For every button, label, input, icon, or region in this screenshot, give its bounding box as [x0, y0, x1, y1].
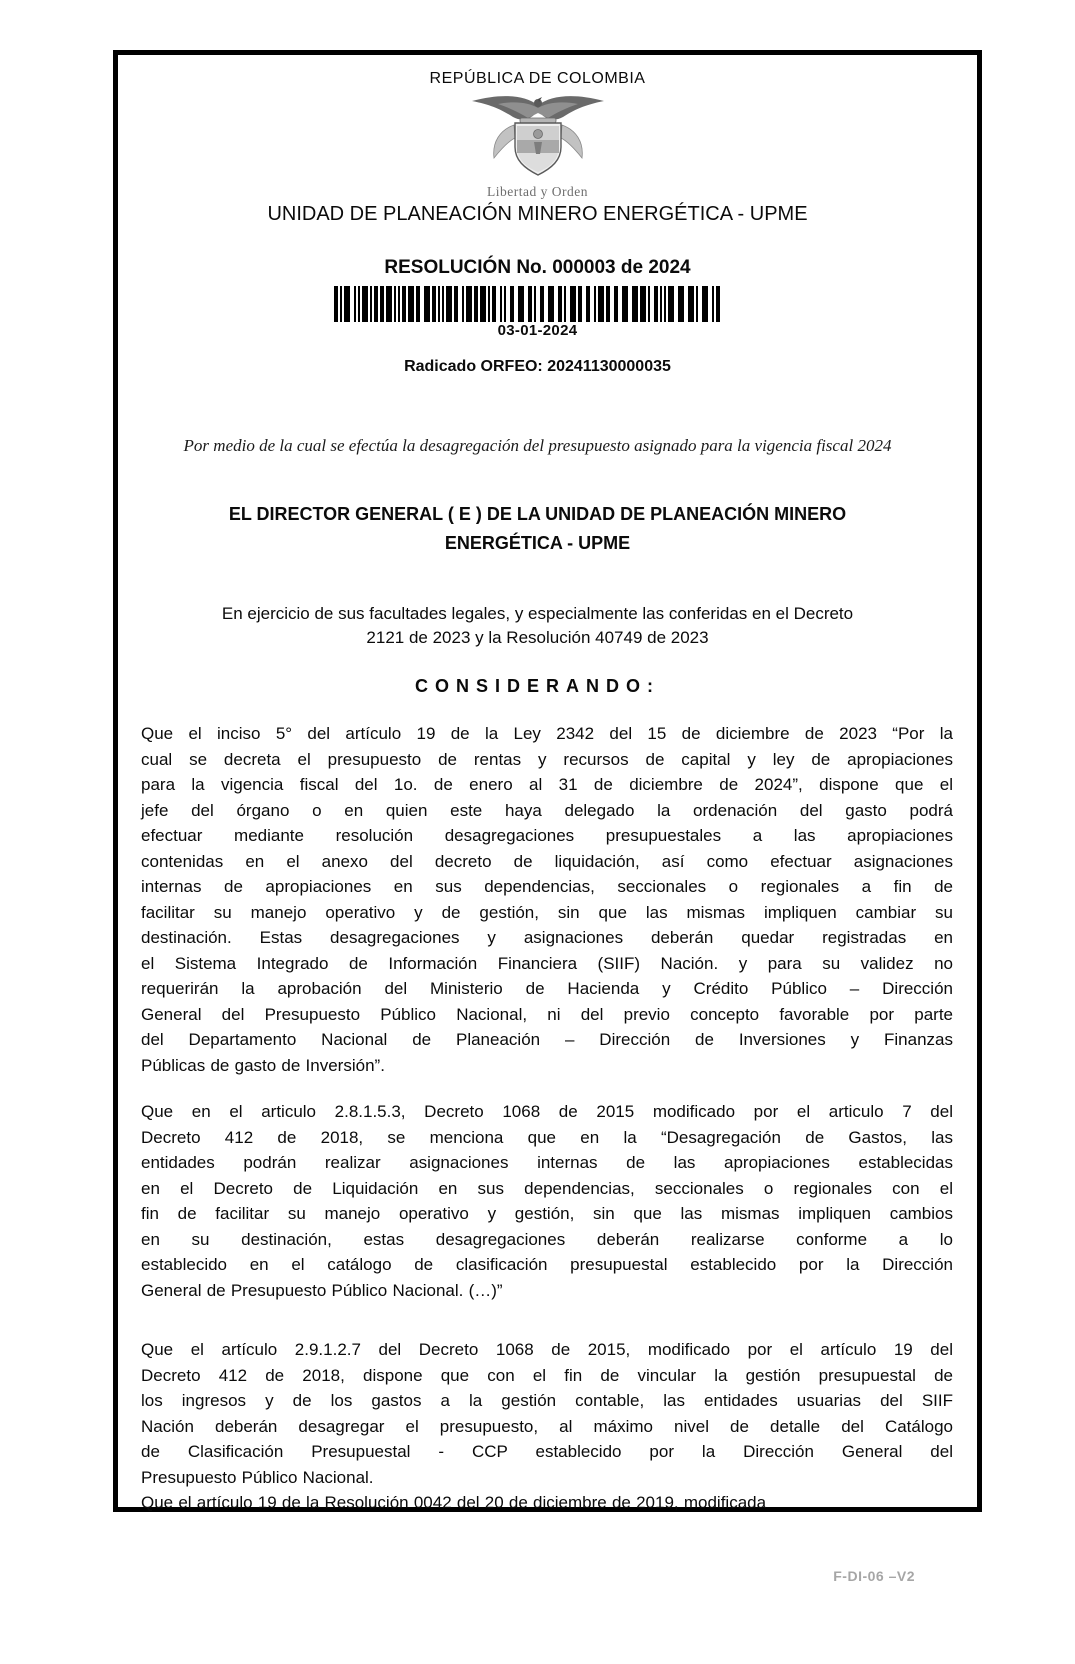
paragraph-3: Que el artículo 2.9.1.2.7 del Decreto 1068 de 2015, modificado por el artículo 19 del Decreto 412 de 2018, dispone que con el fin de vincular la gestión presupuestal de los ingresos y de los gastos a la gestión contable, las entidades usuarias del SIIF Nación deberán desagregar el presupuesto, al máximo nivel de detalle del Catálogo de Clasificación Presupuestal - CCP establecido por la Dirección General del Presupuesto Público Nacional.: [141, 1340, 953, 1487]
barcode: [334, 286, 720, 322]
colombia-coat-of-arms-icon: [458, 92, 618, 182]
issuer-heading: EL DIRECTOR GENERAL ( E ) DE LA UNIDAD DE PLANEACIÓN MINERO ENERGÉTICA - UPME: [228, 504, 847, 553]
resolution-title: RESOLUCIÓN No. 000003 de 2024: [384, 257, 691, 278]
radicado-number: Radicado ORFEO: 20241130000035: [404, 358, 671, 375]
coat-of-arms: [0, 92, 1075, 187]
considerando-heading: CONSIDERANDO:: [414, 676, 660, 696]
coat-of-arms-motto: Libertad y Orden: [487, 184, 588, 199]
paragraph-1: Que el inciso 5° del artículo 19 de la Ley 2342 del 15 de diciembre de 2023 “Por la cual se decreta el presupuesto de rentas y recursos de capital y ley de apropiaciones para la vigencia fiscal del 1o. de enero al 31 de diciembre de 2024”, dispone que el jefe del órgano o en quien este haya delegado la ordenación del gasto podrá efectuar mediante resolución desagregaciones presupuestales a las apropiaciones contenidas en el anexo del decreto de liquidación, así como efectuar asignaciones internas de apropiaciones en sus dependencias, seccionales o regionales a fin de facilitar su manejo operativo y de gestión, sin que las mismas impliquen cambiar su destinación. Estas desagregaciones y asignaciones deberán quedar registradas en el Sistema Integrado de Información Financiera (SIIF) Nación. y para su validez no requerirán la aprobación del Ministerio de Hacienda y Crédito Público – Dirección General del Presupuesto Público Nacional, ni del previo concepto favorable por parte del Departamento Nacional de Planeación – Dirección de Inversiones y Finanzas Públicas de gasto de Inversión”.: [141, 724, 953, 1075]
barcode-date: 03-01-2024: [497, 322, 578, 339]
subject-line: Por medio de la cual se efectúa la desagregación del presupuesto asignado para la vigencia fiscal 2024: [183, 436, 892, 455]
paragraph-2: Que en el articulo 2.8.1.5.3, Decreto 1068 de 2015 modificado por el articulo 7 del Decreto 412 de 2018, se menciona que en la “Desagregación de Gastos, las entidades podrán realizar asignaciones internas de las apropiaciones establecidas en el Decreto de Liquidación en sus dependencias, seccionales o regionales con el fin de facilitar su manejo operativo y gestión, sin que las mismas impliquen cambios en su destinación, estas desagregaciones deberán realizarse conforme a lo establecido en el catálogo de clasificación presupuestal establecido por la Dirección General de Presupuesto Público Nacional. (…)”: [141, 1102, 953, 1300]
footer-form-code: F-DI-06 –V2: [833, 1568, 915, 1584]
faculties-statement: En ejercicio de sus facultades legales, y especialmente las conferidas en el Decreto 2121 de 2023 y la Resolución 40749 de 2023: [221, 604, 854, 647]
barcode-icon: [334, 286, 720, 322]
paragraph-4: Que el artículo 19 de la Resolución 0042 del 20 de diciembre de 2019, modificada: [141, 1493, 767, 1512]
republic-title: REPÚBLICA DE COLOMBIA: [429, 70, 646, 87]
entity-title: UNIDAD DE PLANEACIÓN MINERO ENERGÉTICA - UPME: [267, 203, 808, 225]
